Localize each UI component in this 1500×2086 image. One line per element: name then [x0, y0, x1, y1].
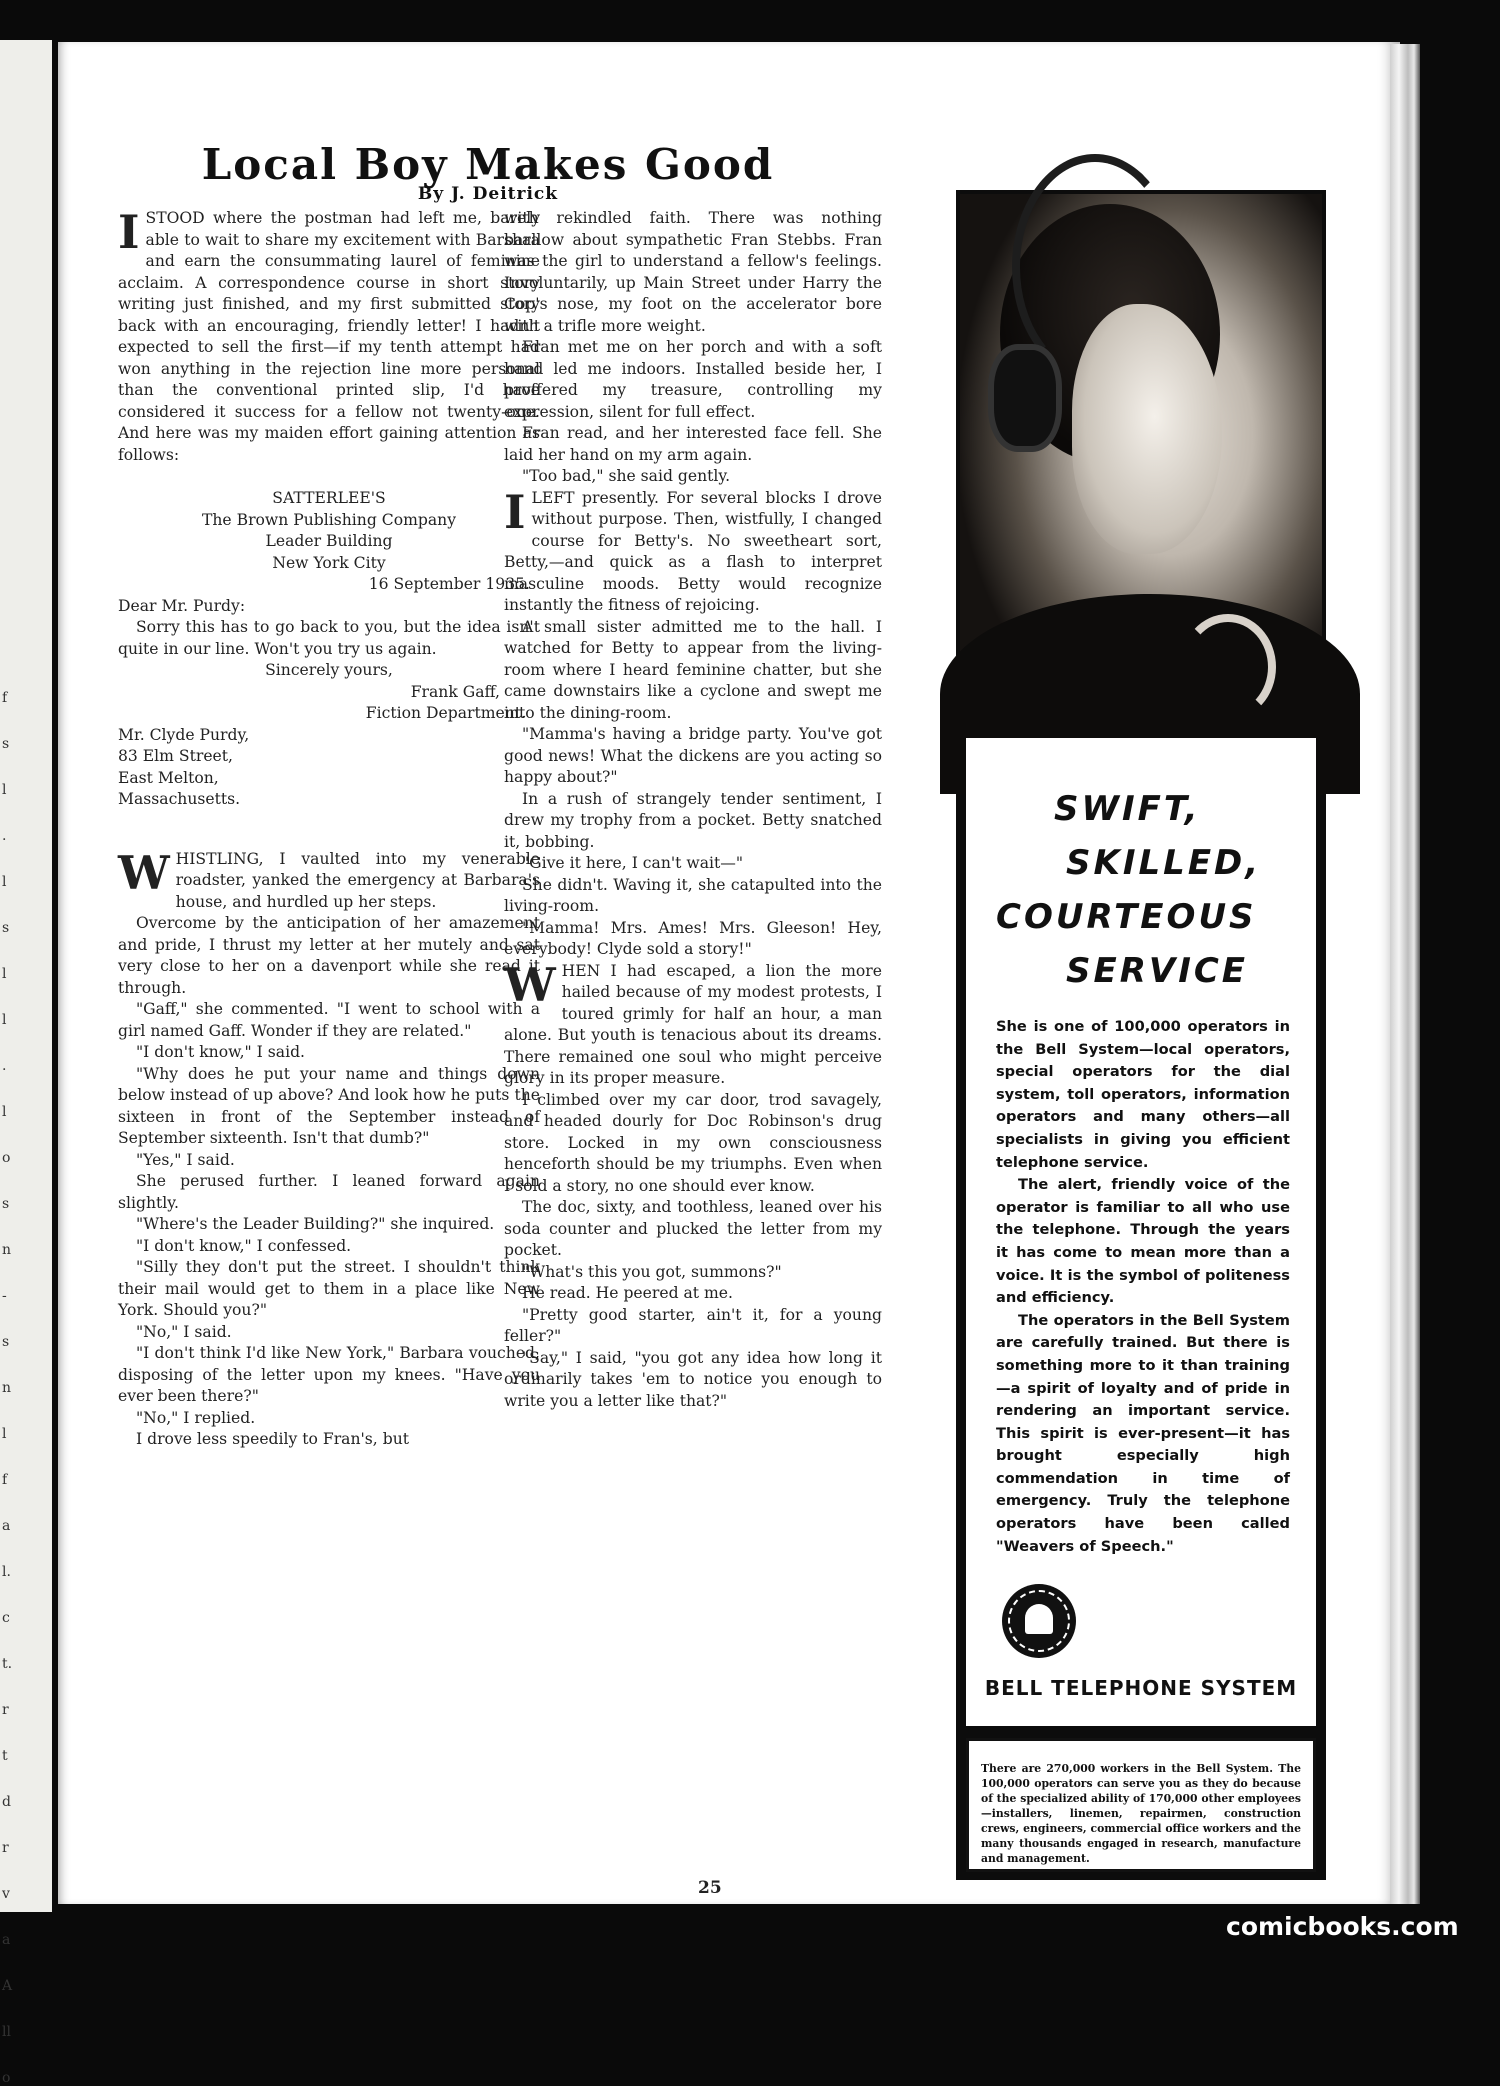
letter-city: New York City: [272, 553, 386, 572]
article-paragraph: "Pretty good starter, ain't it, for a young feller?": [504, 1305, 882, 1345]
prev-page-fragment: l.: [2, 1564, 11, 1580]
article-paragraph: "Mamma! Mrs. Ames! Mrs. Gleeson! Hey, everybody! Clyde sold a story!": [504, 918, 882, 958]
operator-photo: [960, 194, 1322, 740]
section-three-first-paragraph: ILEFT presently. For several blocks I drove without purpose. Then, wistfully, I changed course for Betty's. No sweetheart sort, Betty,—and quick as a flash to interpret masculine moods. Betty would recognize instantly the fitness of rejoicing.: [504, 484, 882, 614]
article-paragraph: Fran read, and her interested face fell. She laid her hand on my arm again.: [504, 424, 882, 464]
prev-page-fragment: .: [2, 828, 7, 844]
letter-company-full: The Brown Publishing Company: [201, 510, 457, 529]
drop-cap: I: [504, 484, 526, 539]
letter-company-name: SATTERLEE'S: [272, 489, 386, 507]
article-paragraph: "Say," I said, "you got any idea how long it ordinarily takes 'em to notice you enough to write you a letter like that?": [504, 1348, 882, 1410]
letter-salutation: Dear Mr. Purdy:: [118, 596, 246, 615]
ad-headline-line: SKILLED,: [1066, 843, 1262, 883]
prev-page-fragment: s: [2, 736, 10, 752]
article-paragraph: "Where's the Leader Building?" she inquired.: [136, 1215, 495, 1233]
article-paragraph: I drove less speedily to Fran's, but: [136, 1430, 409, 1448]
ad-paragraph: The alert, friendly voice of the operator is familiar to all who use the telephone. Through the years it has come to mean more than a voice. It is the symbol of politeness and efficiency.: [996, 1176, 1290, 1307]
ad-footnote: There are 270,000 workers in the Bell System. The 100,000 operators can serve you as they do because of the specialized ability of 170,000 other employees—installers, linemen, repairmen, construction crews, engineers, commercial office workers and the many thousands engaged in research, manufacture and management.: [966, 1738, 1316, 1872]
bell-system-seal: [992, 1574, 1086, 1658]
rejection-letter: [118, 484, 540, 811]
prev-page-fragment: t: [2, 1748, 8, 1764]
ad-paragraph: The operators in the Bell System are carefully trained. But there is something more to it than training—a spirit of loyalty and of pride in rendering an important service. This spirit is ever-present—it has brought especially high commendation in time of emergency. Truly the telephone operators have been called "Weavers of Speech.": [996, 1311, 1290, 1555]
article-paragraph: The doc, sixty, and toothless, leaned over his soda counter and plucked the letter from my pocket.: [504, 1198, 882, 1259]
article-paragraph: "I don't think I'd like New York," Barbara vouched, disposing of the letter upon my knees. "Have you ever been there?": [118, 1344, 540, 1405]
prev-page-fragment: f: [2, 1472, 8, 1488]
bell-icon: [1002, 1584, 1076, 1658]
article-paragraph: Fran met me on her porch and with a soft hand led me indoors. Installed beside her, I proffered my treasure, controlling my expression, silent for full effect.: [504, 338, 882, 421]
article-paragraph: He read. He peered at me.: [522, 1284, 733, 1302]
drop-cap: I: [118, 205, 140, 259]
letter-department: Fiction Department.: [365, 704, 526, 722]
bell-telephone-advertisement: [956, 190, 1326, 1880]
middle-paragraphs-c: [504, 1090, 882, 1413]
letter-signer: Frank Gaff,: [410, 682, 500, 701]
drop-cap: W: [118, 845, 170, 900]
prev-page-fragment: n: [2, 1242, 12, 1258]
prev-page-fragment: -: [2, 1288, 7, 1304]
prev-page-fragment: l: [2, 1104, 7, 1120]
letter-closing: Sincerely yours,: [265, 661, 393, 679]
article-paragraph: She perused further. I leaned forward again slightly.: [118, 1172, 540, 1212]
ad-headline: [966, 782, 1316, 998]
prev-page-fragment: l: [2, 874, 7, 890]
ad-text-panel: [966, 738, 1316, 1726]
letter-body: Sorry this has to go back to you, but the idea isn't quite in our line. Won't you try us again.: [118, 618, 540, 658]
article-byline: By J. Deitrick: [417, 184, 559, 204]
ad-headline-line: COURTEOUS: [996, 897, 1257, 937]
letter-town: East Melton,: [118, 768, 219, 787]
prev-page-fragment: l: [2, 1426, 7, 1442]
page-number: 25: [698, 1878, 722, 1898]
prev-page-fragment: l: [2, 1012, 7, 1028]
article-paragraph: A small sister admitted me to the hall. I watched for Betty to appear from the living-room where I heard feminine chatter, but she came downstairs like a cyclone and swept me into the dining-room.: [504, 617, 882, 722]
prev-page-fragment: o: [2, 1150, 11, 1166]
article-paragraph: "Too bad," she said gently.: [522, 467, 731, 485]
magazine-page: [58, 42, 1400, 1904]
ad-signature: BELL TELEPHONE SYSTEM: [984, 1676, 1298, 1700]
prev-page-fragment: l: [2, 782, 7, 798]
prev-page-fragment: t.: [2, 1656, 13, 1672]
headset-icon: [988, 344, 1062, 452]
prev-page-fragment: d: [2, 1794, 11, 1810]
prev-page-fragment: a: [2, 1932, 11, 1948]
drop-cap: W: [504, 957, 556, 1012]
previous-page-edge: [0, 40, 52, 2086]
article-paragraph: "Gaff," she commented. "I went to school with a girl named Gaff. Wonder if they are related.": [118, 1000, 540, 1040]
letter-addressee: Mr. Clyde Purdy,: [118, 725, 250, 744]
prev-page-fragment: s: [2, 1196, 10, 1212]
middle-paragraphs-a: [504, 337, 882, 488]
prev-page-fragment: v: [2, 1886, 10, 1902]
prev-page-fragment: r: [2, 1702, 9, 1718]
prev-page-fragment: A: [2, 1978, 13, 1994]
prev-page-fragment: f: [2, 690, 8, 706]
article-paragraph: "I don't know," I said.: [136, 1043, 306, 1061]
ad-headline-line: SERVICE: [1066, 951, 1249, 991]
prev-page-fragment: a: [2, 1518, 11, 1534]
prev-page-fragment: r: [2, 1840, 9, 1856]
letter-building: Leader Building: [265, 532, 393, 550]
middle-continued-paragraph: with rekindled faith. There was nothing shallow about sympathetic Fran Stebbs. Fran was the girl to understand a fellow's feelings. Involuntarily, up Main Street under Harry the Cop's nose, my foot on the accelerator bore with a trifle more weight.: [504, 209, 882, 335]
prev-page-fragment: .: [2, 1058, 7, 1074]
ad-body: [966, 1016, 1316, 1558]
left-paragraphs: [118, 913, 540, 1451]
prev-page-fragment: s: [2, 920, 10, 936]
article-paragraph: "I don't know," I confessed.: [136, 1236, 352, 1255]
watermark: comicbooks.com: [1226, 1912, 1459, 1941]
article-paragraph: "Yes," I said.: [136, 1150, 235, 1169]
article-paragraph: Overcome by the anticipation of her amazement and pride, I thrust my letter at her mutely and sat very close to her on a davenport while she read it through.: [118, 914, 540, 997]
letter-date: 16 September 1935.: [368, 575, 530, 593]
ad-headline-line: SWIFT,: [1054, 789, 1201, 829]
article-paragraph: "No," I said.: [136, 1322, 232, 1341]
middle-paragraphs-b: [504, 617, 882, 961]
article-paragraph: "No," I replied.: [136, 1408, 256, 1427]
prev-page-fragment: s: [2, 1334, 10, 1350]
section-two-first-paragraph: WHISTLING, I vaulted into my venerable roadster, yanked the emergency at Barbara's house, and hurdled up her steps.: [118, 845, 540, 911]
article-paragraph: "What's this you got, summons?": [522, 1262, 782, 1281]
article-paragraph: "Silly they don't put the street. I shouldn't think their mail would get to them in a place like New York. Should you?": [118, 1258, 540, 1319]
prev-page-fragment: l: [2, 966, 7, 982]
article-column-middle: [504, 208, 882, 1412]
article-paragraph: I climbed over my car door, trod savagely, and headed dourly for Doc Robinson's drug store. Locked in my own consciousness henceforth should be my triumphs. Even when I sold a story, no one should ever know.: [504, 1090, 882, 1195]
prev-page-fragment: c: [2, 1610, 10, 1626]
letter-street: 83 Elm Street,: [118, 747, 233, 765]
page-edge: [1390, 44, 1420, 1904]
article-intro-paragraph: ISTOOD where the postman had left me, barely able to wait to share my excitement with Barbara and earn the consummating laurel of feminine acclaim. A correspondence course in short story writing just finished, and my first submitted story back with an encouraging, friendly letter! I hadn't expected to sell the first—if my tenth attempt had won anything in the rejection line more personal than the conventional printed slip, I'd have considered it success for a fellow not twenty-one. And here was my maiden effort gaining attention as follows:: [118, 205, 540, 464]
article-title: Local Boy Makes Good: [201, 140, 775, 189]
article-paragraph: "Why does he put your name and things down below instead of up above? And look how he puts the sixteen in front of the September instead of September sixteenth. Isn't that dumb?": [118, 1064, 540, 1147]
ad-paragraph: She is one of 100,000 operators in the Bell System—local operators, special operators for the dial system, toll operators, information operators and many others—all specialists in giving you efficient telephone service.: [996, 1018, 1290, 1171]
prev-page-fragment: o: [2, 2070, 11, 2086]
article-paragraph: She didn't. Waving it, she catapulted into the living-room.: [504, 875, 882, 915]
article-paragraph: "Mamma's having a bridge party. You've got good news! What the dickens are you acting so happy about?": [504, 725, 882, 786]
prev-page-fragment: n: [2, 1380, 12, 1396]
letter-state: Massachusetts.: [118, 790, 241, 808]
prev-page-fragment: ll: [2, 2024, 11, 2040]
section-four-first-paragraph: WHEN I had escaped, a lion the more hailed because of my modest protests, I toured grimly for half an hour, a man alone. But youth is tenacious about its dreams. There remained one soul who might perceive glory in its proper measure.: [504, 957, 882, 1087]
article-paragraph: In a rush of strangely tender sentiment, I drew my trophy from a pocket. Betty snatched it, bobbing.: [504, 789, 882, 851]
article-column-left: [118, 205, 540, 1451]
article-paragraph: "Give it here, I can't wait—": [522, 854, 744, 872]
